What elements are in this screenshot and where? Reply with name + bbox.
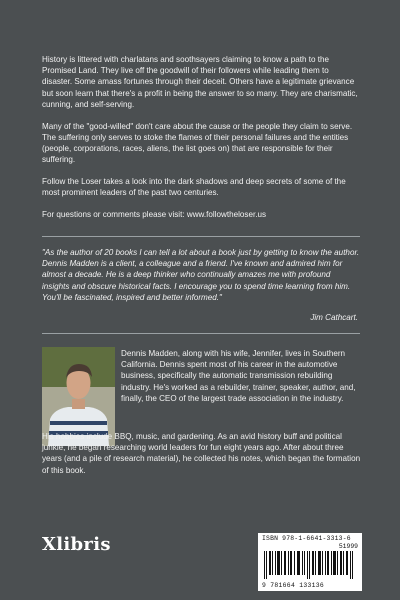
author-bio-paragraph-1: Dennis Madden, along with his wife, Jennifer, lives in Southern California. Dennis spent most of his career in the automotive business, specifically the automatic transmission rebuilding industry. He's worked as a rebuilder, trainer, speaker, author, and, finally, the CEO of the largest trade association in the industry.	[121, 349, 356, 403]
price-code: 51999	[338, 543, 358, 550]
barcode-bars	[262, 545, 358, 579]
bottom-divider	[42, 333, 360, 334]
quote-text: "As the author of 20 books I can tell a lot about a book just by getting to know the author. Dennis Madden is a client, a colleague and a friend. I've known and admired him for almost a decade. He is a deep thinker who continually amazes me with profound insights and obscure historical facts. I encourage you to spend time learning from him. You'll be fascinated, inspired and better informed."	[42, 248, 360, 302]
quote-attribution: Jim Cathcart.	[310, 313, 358, 323]
barcode-digits: 9 781664 133136	[262, 582, 325, 589]
author-bio-paragraph-2: His hobbies include BBQ, music, and gardening. As an avid history buff and political junkie, he began researching world leaders for fun eight years ago. After about three years (and a pile of research material), he collected his notes, which began the formation of this book.	[42, 432, 361, 475]
isbn-number: ISBN 978-1-6641-3313-6	[262, 535, 351, 542]
blurb-paragraph-3: Follow the Loser takes a look into the dark shadows and deep secrets of some of the most prominent leaders of the past two centuries.	[42, 176, 346, 198]
blurb-website-line: For questions or comments please visit: www.followtheloser.us	[42, 209, 267, 219]
blurb-paragraph-1: History is littered with charlatans and soothsayers claiming to know a path to the Promised Land. They live off the goodwill of their followers while leading them to disaster. Some amass fortunes through their deceit. Others have a legitimate grievance but soon learn that there's a profit in being the answer to so many. They are charismatic, cunning, and self-serving.	[42, 55, 358, 109]
isbn-barcode	[258, 533, 362, 591]
back-cover-blurb	[42, 54, 360, 230]
author-bio	[42, 348, 361, 475]
blurb-paragraph-2: Many of the "good-willed" don't care about the cause or the people they claim to serve. The suffering only serves to stoke the flames of their personal failures and the entities (people, corporations, races, aliens, the list goes on) that are responsible for their suffering.	[42, 121, 353, 165]
publisher-logo: Xlibris	[42, 534, 111, 555]
top-divider	[42, 236, 360, 237]
endorsement-quote	[42, 247, 360, 323]
